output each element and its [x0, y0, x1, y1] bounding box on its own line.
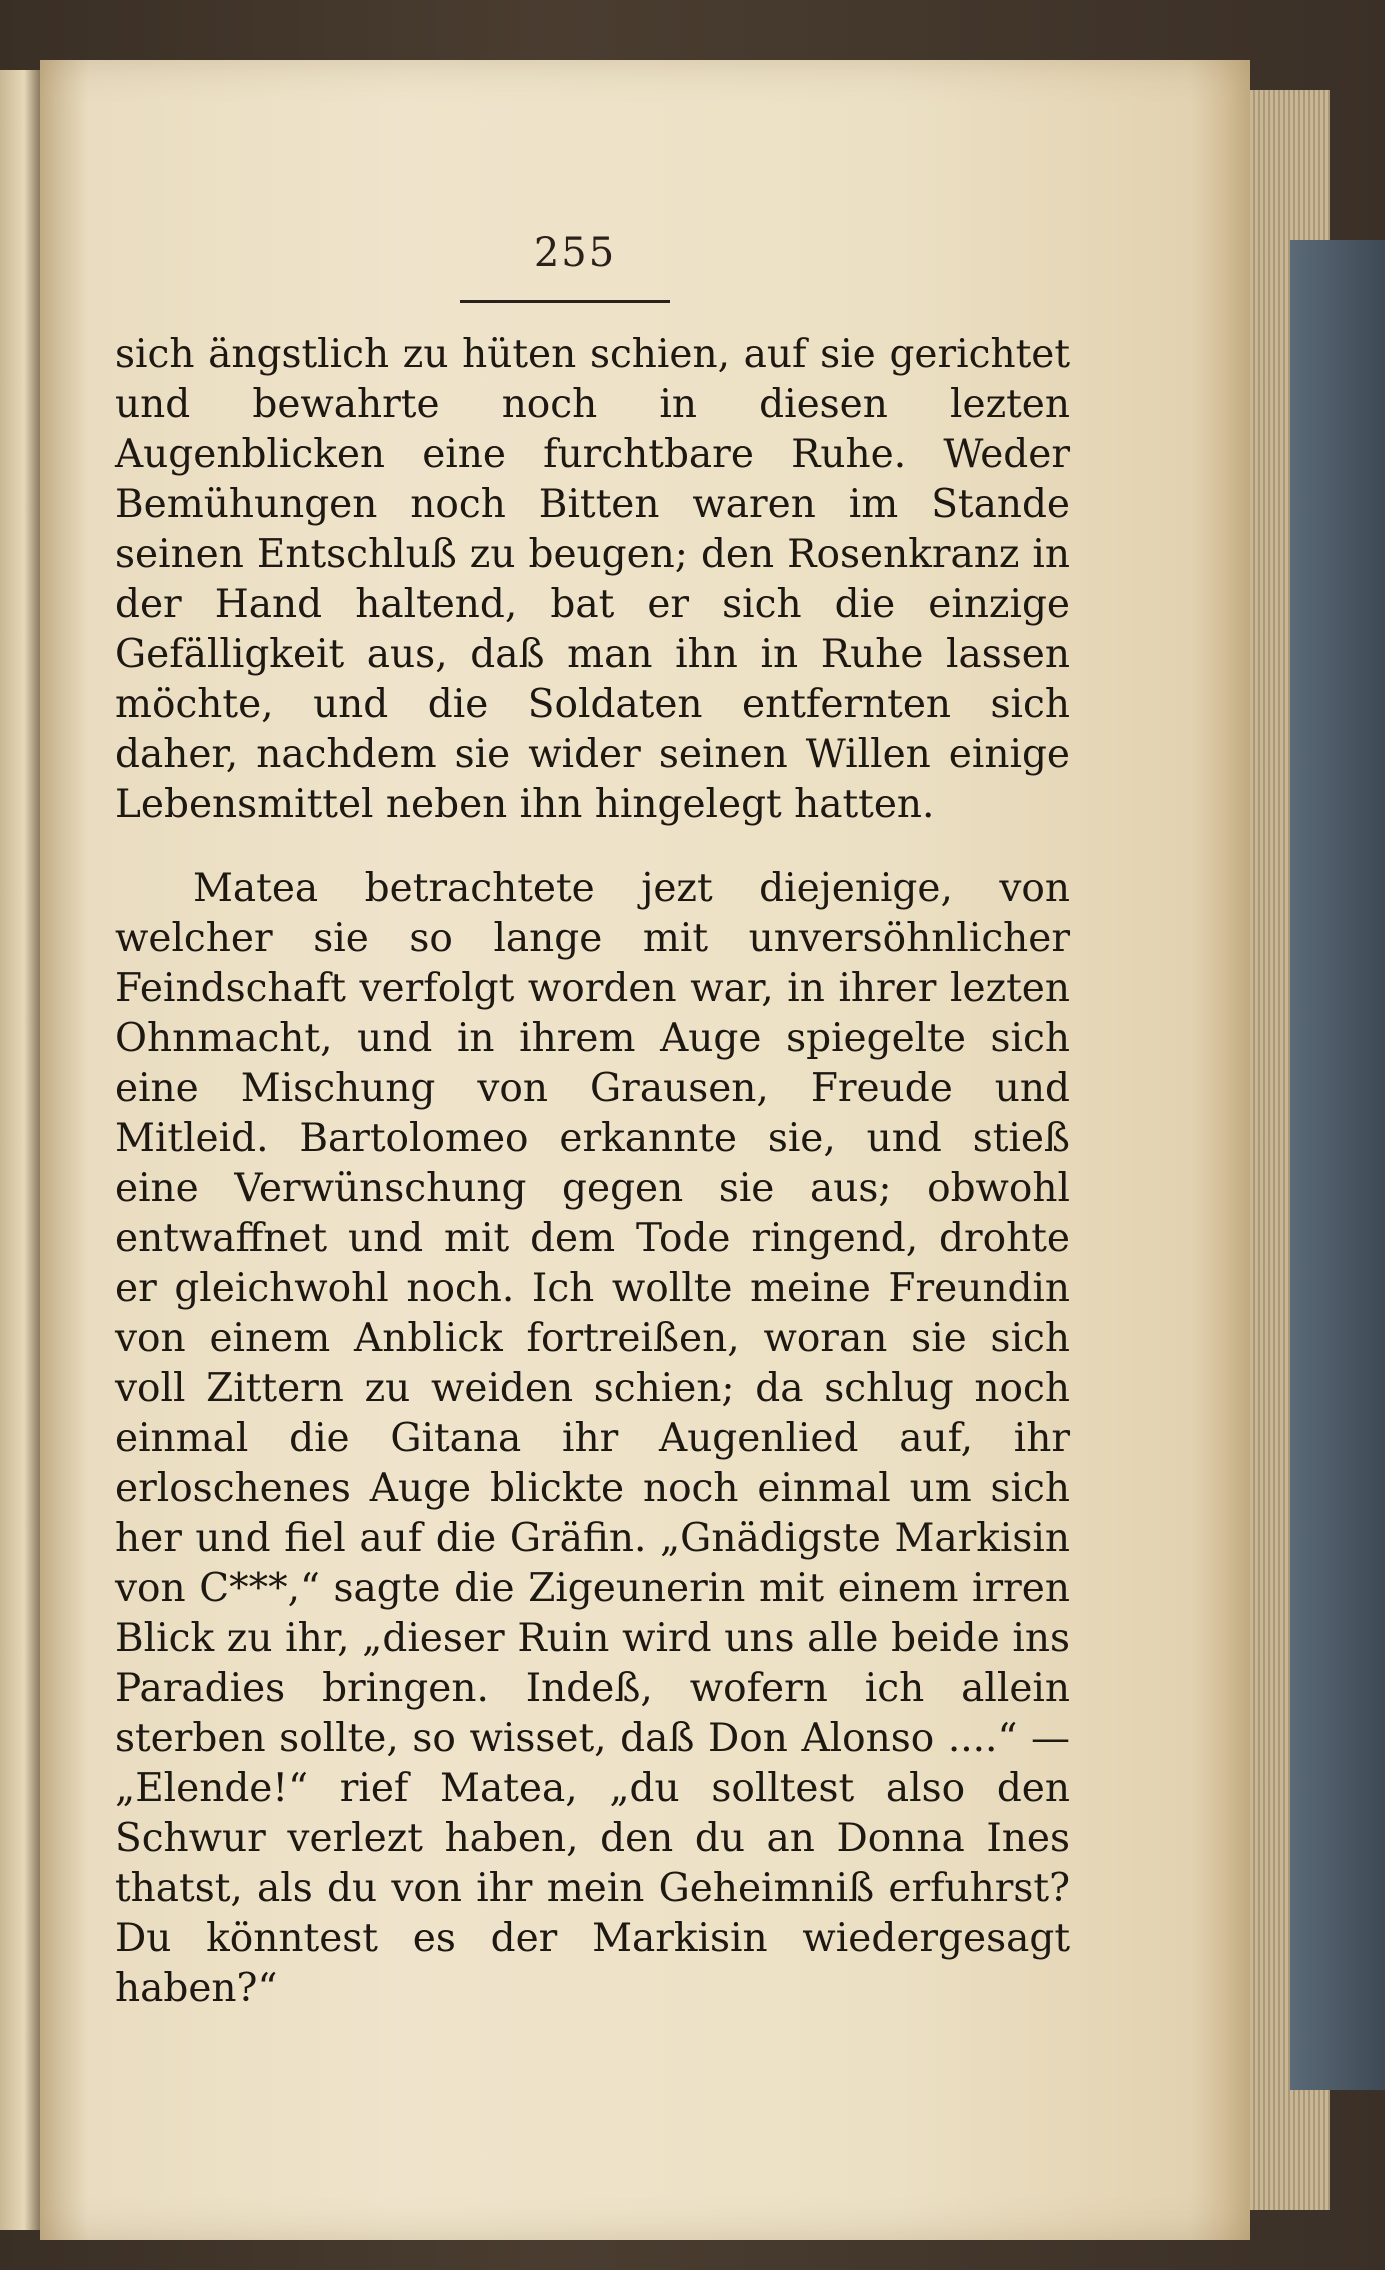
paragraph-1: sich ängstlich zu hüten schien, auf sie gerichtet und bewahrte noch in diesen lezten Augenblicken eine furchtbare Ruhe. Weder Bemühungen noch Bitten waren im Stande seinen Entschluß zu beugen; den Rosenkranz in der Hand haltend, bat er sich die einzige Gefälligkeit aus, daß man ihn in Ruhe lassen möchte, und die Soldaten entfernten sich daher, nachdem sie wider seinen Willen einige Lebensmittel neben ihn hingelegt hatten.: [115, 332, 1070, 827]
paragraph-2: Matea betrachtete jezt diejenige, von welcher sie so lange mit unversöhnlicher Feindschaft verfolgt worden war, in ihrer lezten Ohnmacht, und in ihrem Auge spiegelte sich eine Mischung von Grausen, Freude und Mitleid. Bartolomeo erkannte sie, und stieß eine Verwünschung gegen sie aus; obwohl entwaffnet und mit dem Tode ringend, drohte er gleichwohl noch. Ich wollte meine Freundin von einem Anblick fortreißen, woran sie sich voll Zittern zu weiden schien; da schlug noch einmal die Gitana ihr Augenlied auf, ihr erloschenes Auge blickte noch einmal um sich her und fiel auf die Gräfin. „Gnädigste Markisin von C***,“ sagte die Zigeunerin mit einem irren Blick zu ihr, „dieser Ruin wird uns alle beide ins Paradies bringen. Indeß, wofern ich allein sterben sollte, so wisset, daß Don Alonso ....“ — „Elende!“ rief Matea, „du solltest also den Schwur verlezt haben, den du an Donna Ines thatst, als du von ihr mein Geheimniß erfuhrst? Du könntest es der Markisin wiedergesagt haben?“: [115, 866, 1070, 2011]
header-rule: [460, 300, 670, 303]
page-text: [115, 330, 1070, 2014]
book-cover-edge: [1290, 240, 1385, 2090]
left-page-edge: [0, 70, 40, 2230]
page-number: 255: [533, 230, 617, 276]
